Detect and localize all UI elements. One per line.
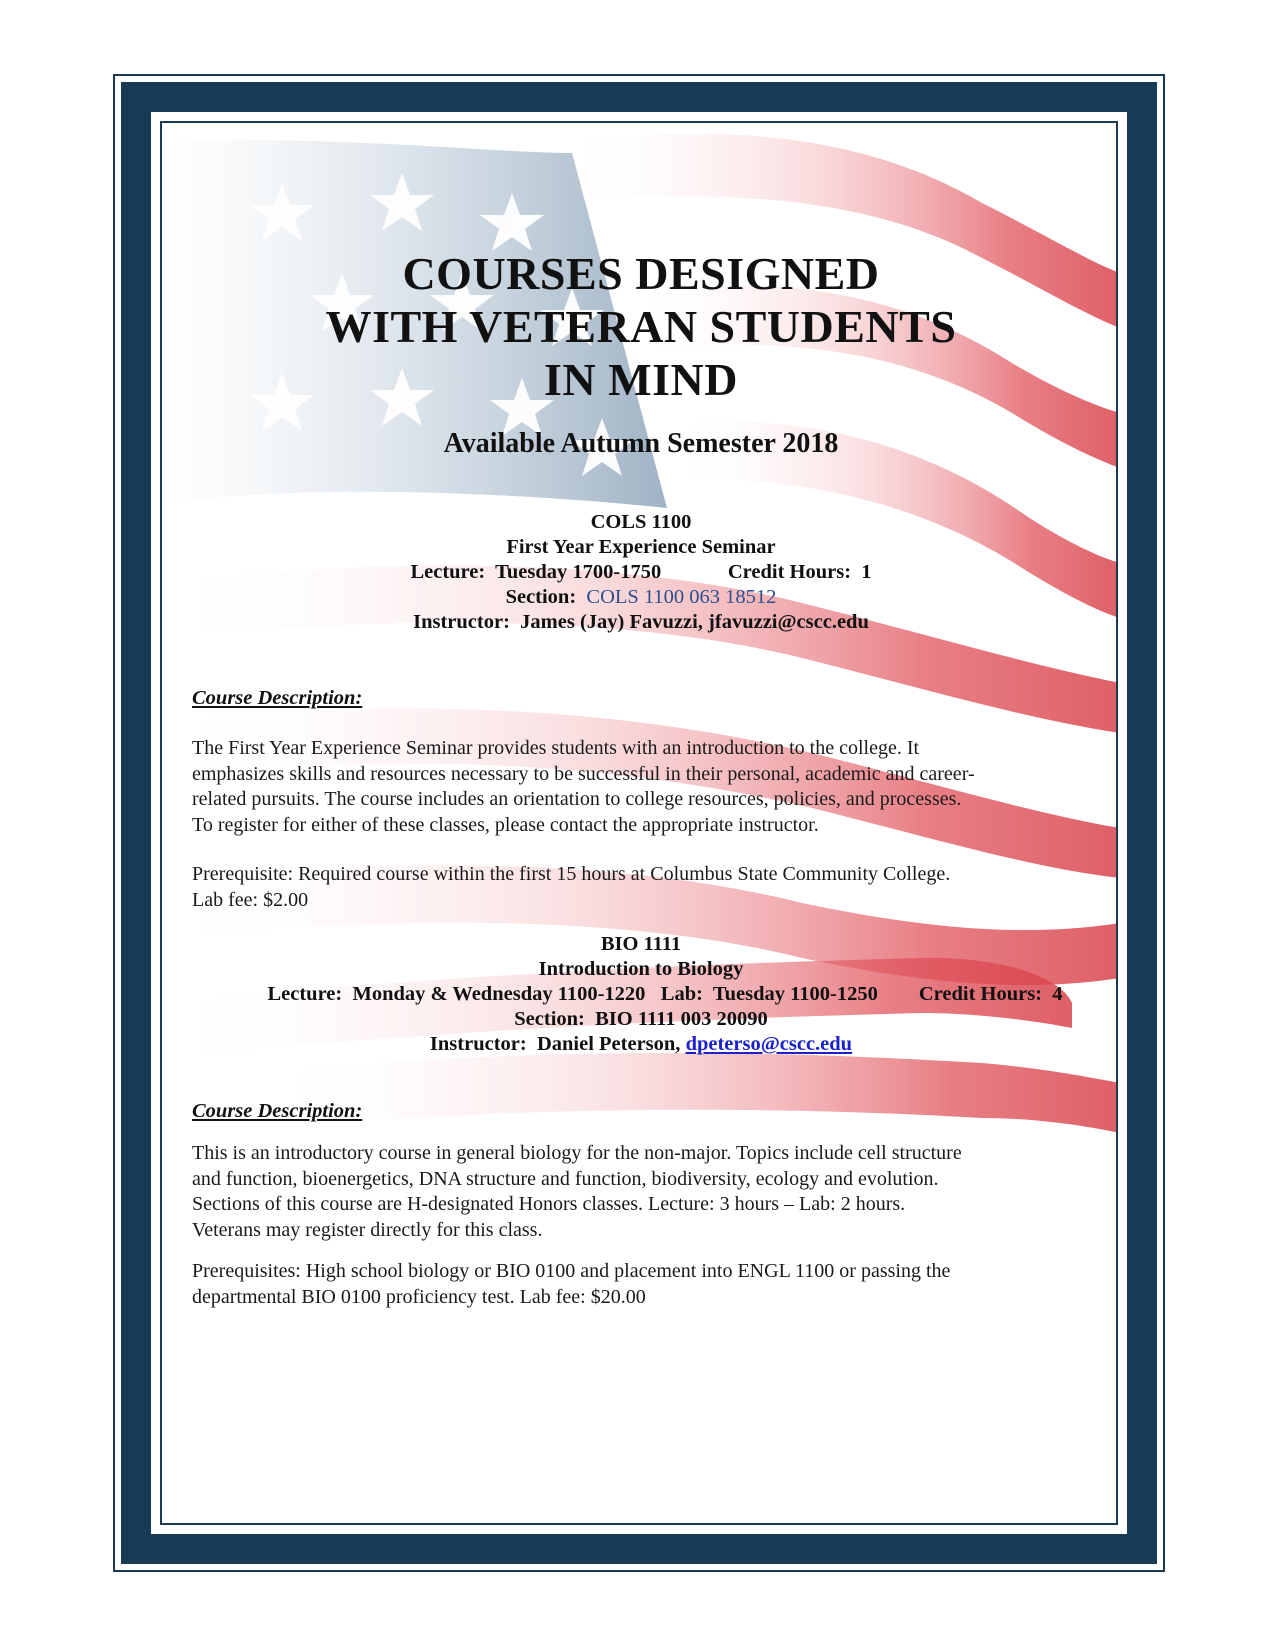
course1-instructor-line <box>162 609 1118 635</box>
course1-section-line <box>162 584 1118 610</box>
course2-lab-label: Lab: <box>660 983 703 1005</box>
course1-credit-label: Credit Hours: <box>727 561 852 583</box>
course1-lecture-line <box>162 559 1118 585</box>
course2-code: BIO 1111 <box>600 933 682 955</box>
title-line-2: WITH VETERAN STUDENTS <box>325 301 957 352</box>
course1-prereq-line: Lab fee: $2.00 <box>192 888 309 911</box>
course1-lecture-label: Lecture: <box>410 561 486 583</box>
course1-credit-value: 1 <box>861 561 872 583</box>
course2-credit-value: 4 <box>1052 983 1063 1005</box>
semester-subtitle: Available Autumn Semester 2018 <box>443 428 839 459</box>
course1-lecture-value: Tuesday 1700-1750 <box>495 561 662 583</box>
course2-credit-label: Credit Hours: <box>918 983 1043 1005</box>
flyer-content <box>162 123 1118 1525</box>
course2-lecture-label: Lecture: <box>267 983 343 1005</box>
course2-name: Introduction to Biology <box>538 958 744 980</box>
course2-prereq-line: departmental BIO 0100 proficiency test. Lab fee: $20.00 <box>192 1285 646 1308</box>
course2-instructor-label: Instructor: <box>429 1033 527 1055</box>
course2-section-line <box>162 1006 1118 1032</box>
course1-instructor-value: James (Jay) Favuzzi, jfavuzzi@cscc.edu <box>520 611 869 633</box>
course2-section-value: BIO 1111 003 20090 <box>595 1008 768 1030</box>
course1-desc-line: To register for either of these classes, please contact the appropriate instructor. <box>192 813 819 836</box>
course2-desc-line: Veterans may register directly for this class. <box>192 1218 543 1241</box>
course1-description-heading: Course Description: <box>192 687 363 709</box>
course2-description-heading: Course Description: <box>192 1100 363 1122</box>
course2-prereq-line: Prerequisites: High school biology or BIO 0100 and placement into ENGL 1100 or passing the <box>192 1260 951 1282</box>
course2-lecture-value: Monday & Wednesday 1100-1220 <box>352 983 646 1005</box>
course2-instructor-name: Daniel Peterson, <box>536 1033 681 1055</box>
course2-lecture-line <box>186 981 1118 1007</box>
course2-prerequisite <box>192 1259 1072 1310</box>
course1-desc-line: related pursuits. The course includes an orientation to college resources, policies, and processes. <box>192 788 962 810</box>
course2-section-label: Section: <box>514 1008 585 1030</box>
course1-instructor-label: Instructor: <box>413 611 510 633</box>
course1-prerequisite <box>192 862 1072 913</box>
title-line-3: IN MIND <box>544 354 738 405</box>
course2-desc-line: and function, bioenergetics, DNA structure and function, biodiversity, ecology and evolution. <box>192 1167 939 1190</box>
course1-desc-line: The First Year Experience Seminar provides students with an introduction to the college. It <box>192 737 920 759</box>
course1-code: COLS 1100 <box>590 511 692 533</box>
course1-prereq-line: Prerequisite: Required course within the first 15 hours at Columbus State Community College. <box>192 863 951 885</box>
title-line-1: COURSES DESIGNED <box>402 248 880 299</box>
course2-instructor-email-link[interactable]: dpeterso@cscc.edu <box>685 1033 853 1055</box>
course1-desc-line: emphasizes skills and resources necessary to be successful in their personal, academic and career- <box>192 762 975 785</box>
course2-desc-line: Sections of this course are H-designated Honors classes. Lecture: 3 hours – Lab: 2 hours. <box>192 1193 906 1215</box>
course2-desc-line: This is an introductory course in general biology for the non-major. Topics include cell structure <box>192 1142 962 1164</box>
course1-description <box>192 736 1072 838</box>
course2-description <box>192 1141 1072 1243</box>
course2-instructor-line <box>162 1031 1118 1057</box>
course2-lab-value: Tuesday 1100-1250 <box>712 983 878 1005</box>
course1-name: First Year Experience Seminar <box>506 536 776 558</box>
flyer-panel <box>160 121 1118 1525</box>
course1-section-label: Section: <box>505 586 577 608</box>
course1-section-value: COLS 1100 063 18512 <box>586 586 777 608</box>
